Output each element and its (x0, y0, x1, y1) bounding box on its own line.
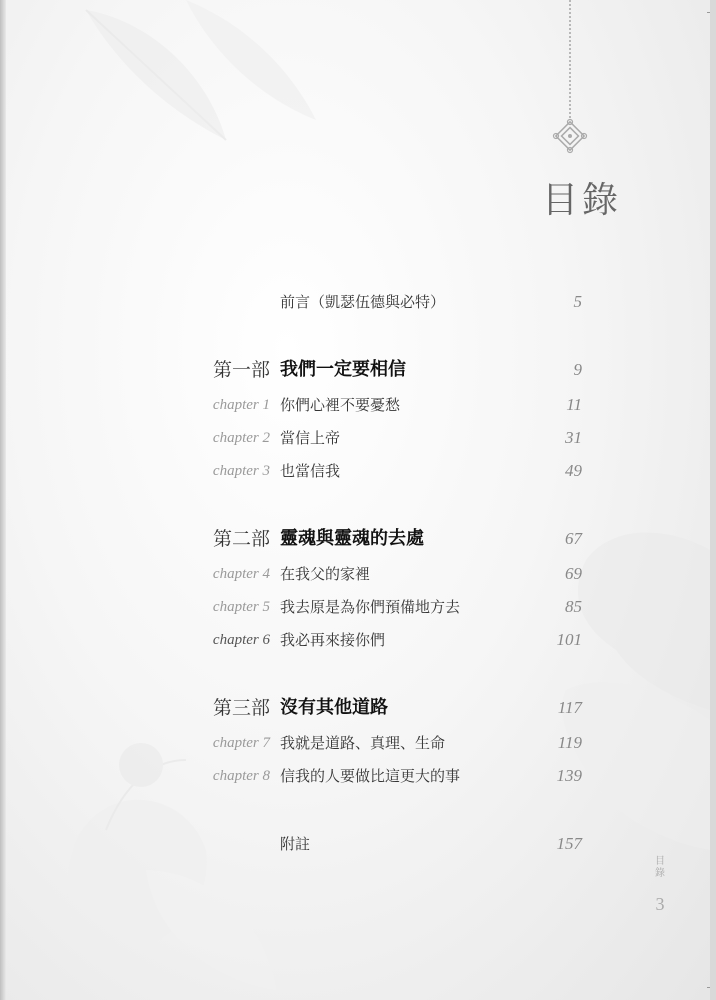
leaf-decoration-top-left (66, 0, 326, 200)
toc-entry-title: 也當信我 (280, 462, 341, 480)
toc-chapter-label: chapter 4 (212, 566, 270, 582)
toc-entry-title: 你們心裡不要憂愁 (280, 396, 401, 414)
toc-entry-title: 附註 (280, 835, 311, 853)
toc-chapter-label: chapter 5 (212, 599, 270, 615)
toc-page-number: 31 (565, 428, 582, 447)
toc-chapter-label: chapter 2 (212, 430, 270, 446)
toc-page-number: 85 (565, 597, 582, 616)
toc-entry-title: 前言（凱瑟伍德與必特） (280, 293, 446, 311)
toc-entry-title: 我去原是為你們預備地方去 (280, 598, 461, 616)
running-head-section: 目錄 (655, 856, 665, 879)
toc-page-number: 157 (556, 834, 582, 853)
toc-page-number: 9 (573, 360, 582, 379)
page-title: 目錄 (542, 180, 623, 221)
toc-entry-title: 當信上帝 (280, 429, 341, 447)
toc-page-number: 11 (566, 395, 582, 414)
knot-ornament-icon (552, 118, 588, 154)
toc-page-number: 119 (557, 733, 582, 752)
toc-chapter-label: chapter 7 (212, 735, 270, 751)
toc-part-label: 第二部 (212, 528, 270, 550)
toc-page-number: 117 (557, 698, 582, 717)
toc-chapter-label: chapter 1 (212, 397, 270, 413)
book-page (6, 0, 710, 1000)
toc-page-number: 69 (565, 564, 582, 583)
toc-part-title: 靈魂與靈魂的去處 (280, 528, 424, 549)
toc-page-number: 139 (556, 766, 582, 785)
toc-part-title: 沒有其他道路 (280, 697, 388, 718)
toc-part-title: 我們一定要相信 (280, 359, 406, 380)
toc-page-number: 5 (573, 292, 582, 311)
toc-page-number: 67 (565, 529, 582, 548)
toc-chapter-label: chapter 3 (212, 463, 270, 479)
toc-part-label: 第一部 (212, 359, 270, 381)
crop-mark (707, 12, 710, 13)
toc-page-number: 101 (556, 630, 582, 649)
dotted-line (569, 0, 571, 118)
toc-part-label: 第三部 (212, 697, 270, 719)
toc-page-number: 49 (565, 461, 582, 480)
toc-entry-title: 我必再來接你們 (280, 631, 386, 649)
toc-entry-title: 信我的人要做比這更大的事 (280, 767, 461, 785)
toc-entry-title: 在我父的家裡 (280, 565, 371, 583)
leaf-decoration-bottom-left (46, 720, 306, 1000)
toc-chapter-label: chapter 8 (212, 768, 270, 784)
toc-chapter-label: chapter 6 (212, 632, 270, 648)
crop-mark (707, 987, 710, 988)
toc-entry-title: 我就是道路、真理、生命 (280, 734, 446, 752)
running-head-page-number: 3 (655, 894, 665, 914)
